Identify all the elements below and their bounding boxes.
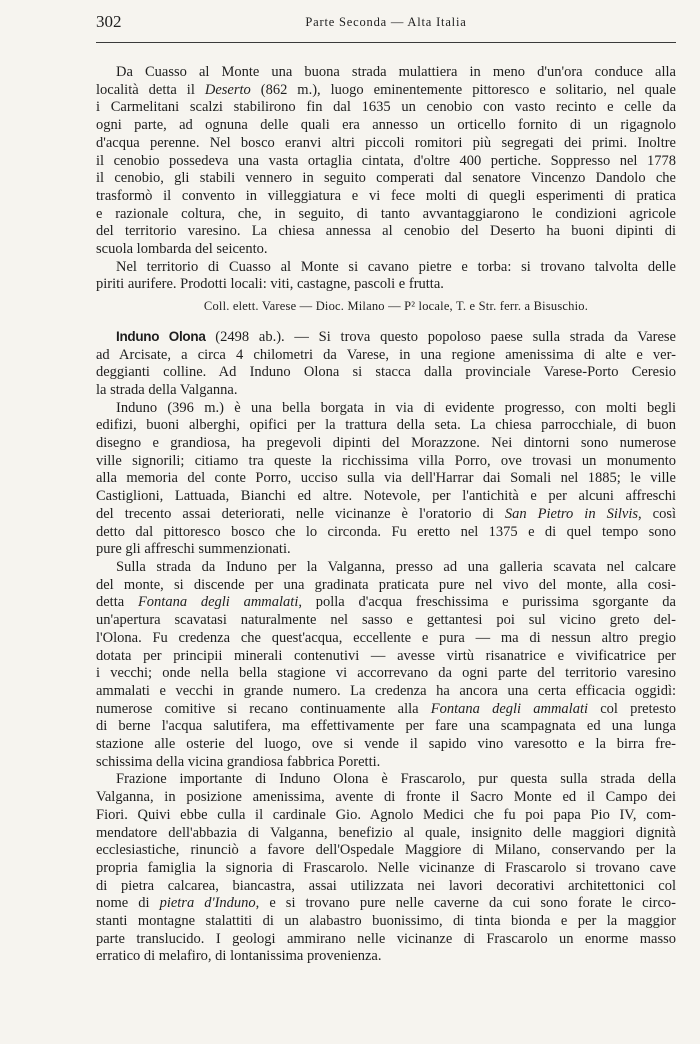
text-line: Castiglioni, Lattuada, Bianchi ed altre. Notevole, per l'antichità e per alcuni affreschi — [96, 488, 676, 505]
text-line: i Carmelitani scalzi stabilirono fin dal 1635 un cenobio con vasto recinto e celle da — [96, 99, 676, 116]
paragraph-cuasso-deserto — [96, 64, 676, 259]
line-segment: (2498 ab.). — Si trova questo popoloso paese sulla strada da Varese — [205, 328, 676, 345]
text-line: ad Arcisate, a circa 4 chilometri da Varese, in una regione amenissima di alte e ver- — [96, 346, 676, 363]
administrative-note: Coll. elett. Varese — Dioc. Milano — P² locale, T. e Str. ferr. a Bisuschio. — [203, 299, 589, 314]
text-line: ecclesiastiche, rinunciò a favore dell'Ospedale Maggiore di Milano, conservando per la — [96, 842, 676, 859]
page-number: 302 — [96, 12, 122, 31]
line-segment: numerose comitive si recano continuamente alla — [96, 700, 431, 717]
text-line: edifizi, buoni alberghi, opifici per la trattura della seta. La chiesa parrocchiale, di buon — [96, 417, 676, 434]
line-segment: del trecento assai deteriorati, nelle vicinanze è l'oratorio di — [96, 505, 505, 522]
text-line: Frazione importante di Induno Olona è Frascarolo, pur questa sulla strada della — [116, 771, 676, 788]
header-rule — [96, 42, 676, 43]
text-line: Valganna, in posizione amenissima, avente di fronte il Sacro Monte ed il Campo dei — [96, 789, 676, 806]
text-line: Da Cuasso al Monte una buona strada mulattiera in meno d'un'ora conduce alla — [116, 64, 676, 80]
line-segment: , polla d'acqua freschissima e purissima sgorgante da — [298, 594, 676, 611]
text-line: deggianti colline. Ad Induno Olona si stacca dalla provinciale Varese-Porto Ceresio — [96, 364, 676, 381]
italic-term: San Pietro in Silvis — [504, 505, 638, 522]
italic-term: Deserto — [204, 81, 251, 98]
paragraph-fontana-ammalati — [96, 559, 676, 771]
paragraph-induno-borgata — [96, 400, 676, 559]
text-line: piriti aurifere. Prodotti locali: viti, castagne, pascoli e frutta. — [96, 276, 444, 293]
text-line: di berne l'acqua salutifera, ma effettivamente per fare una scampagnata ed una lunga — [96, 718, 676, 735]
text-line: stanti montagne stalattiti di un alabastro buonissimo, di tinta bionda e per la maggior — [96, 913, 676, 930]
text-line: dotata per principii minerali contenutivi — avesse virtù risanatrice e vivificatrice per — [96, 647, 676, 664]
text-line: Induno (396 m.) è una bella borgata in via di evidente progresso, con molti begli — [116, 399, 676, 416]
line-segment: detta — [96, 594, 138, 611]
text-line: scuola lombarda del seicento. — [96, 241, 268, 258]
text-line: alla memoria del conte Porro, ucciso sulla via dell'Harrar dai Somali nel 1885; le ville — [96, 470, 676, 487]
running-head: Parte Seconda — Alta Italia — [305, 15, 467, 29]
text-line: mendatore dell'abbazia di Valganna, benefizio al quale, insignito delle maggiori dignità — [96, 824, 676, 841]
text-line — [96, 594, 676, 612]
text-line: parte translucido. I geologi ammirano nelle vicinanze di Frascarolo un enorme masso — [96, 930, 676, 947]
text-line: il cenobio possedeva una vasta ortaglia cintata, d'oltre 400 pertiche. Soppresso nel 1778 — [96, 152, 676, 169]
italic-term: pietra d'Induno — [159, 895, 256, 912]
italic-term: Fontana degli ammalati — [430, 700, 589, 717]
text-line: propria famiglia la signoria di Frascarolo. Nelle vicinanze di Frascarolo si trovano cave — [96, 859, 676, 876]
line-segment: , e si trovano pure nelle caverne da cui sono forate le circo- — [255, 895, 676, 912]
text-line: pure gli affreschi summenzionati. — [96, 541, 291, 558]
text-line: e razionale coltura, che, in seguito, di tanto avvantaggiarono le condizioni agricole — [96, 205, 676, 222]
text-line: Sulla strada da Induno per la Valganna, presso ad una galleria scavata nel calcare — [116, 558, 676, 575]
paragraph-induno-olona — [96, 328, 676, 400]
text-line: d'acqua perenne. Nel bosco eranvi altri piccoli romitori più segregati dei primi. Inoltre — [96, 134, 676, 151]
text-line: un'apertura scavatasi naturalmente nel sasso e gettantesi poi sul vicino greto del- — [96, 612, 676, 629]
text-line: erratico di melafiro, di lontanissima provenienza. — [96, 948, 382, 965]
line-segment: col pretesto — [588, 700, 676, 717]
page-body — [96, 64, 676, 966]
paragraph-cuasso-products — [96, 259, 676, 294]
text-line: trasformò il convento in villeggiatura e vi fece molti di quegli esperimenti di pratica — [96, 187, 676, 204]
italic-term: Fontana degli ammalati — [137, 594, 299, 611]
line-segment: , così — [638, 505, 676, 522]
text-line — [96, 895, 676, 913]
text-line — [96, 328, 676, 347]
entry-heading: Induno Olona — [116, 328, 206, 344]
text-line: l'Olona. Fu credenza che quest'acqua, eccellente e pura — ma di nessun altro pregio — [96, 629, 676, 646]
text-line: del monte, si discende per una gradinata praticata pure nel vivo del monte, alla cosi- — [96, 576, 676, 593]
text-line: schissima della vicina grandiosa fabbrica Poretti. — [96, 753, 381, 770]
text-line: del territorio varesino. La chiesa annessa al cenobio del Deserto ha buoni dipinti di — [96, 223, 676, 240]
text-line: stazione alle osterie del luogo, ove si vende il sapido vino varesotto e la birra fre- — [96, 736, 676, 753]
text-line: ammalati e vecchi in grande numero. La credenza ha ancora una certa efficacia oggidì: — [96, 682, 676, 699]
text-line: Nel territorio di Cuasso al Monte si cavano pietre e torba: si trovano talvolta delle — [116, 258, 676, 275]
text-line: ville signorili; citiamo tra queste la ricchissima villa Porro, ove trovasi un monumento — [96, 452, 676, 469]
text-line — [96, 506, 676, 524]
text-line: i vecchi; onde nella bella stagione vi accorrevano da ogni parte del territorio varesino — [96, 665, 676, 682]
line-segment: (862 m.), luogo eminentemente pittoresco e solitario, nel quale — [250, 81, 676, 98]
text-line: di pietra calcarea, biancastra, assai utilizzata nei lavori decorativi architettonici col — [96, 877, 676, 894]
line-segment: località detta il — [96, 81, 205, 98]
line-segment: nome di — [96, 895, 160, 912]
paragraph-frascarolo — [96, 771, 676, 966]
text-line — [96, 701, 676, 719]
text-line: la strada della Valganna. — [96, 381, 238, 398]
text-line: il cenobio, gli stabili vennero in seguito comperati dal senatore Vincenzo Dandolo che — [96, 170, 676, 187]
text-line: disegno e grandiosa, ha pregevoli dipinti del Morazzone. Nei dintorni sono numerose — [96, 435, 676, 452]
text-line — [96, 82, 676, 100]
text-line: ogni parte, ad ognuna delle quali era annesso un orticello fornito di un rigagnolo — [96, 117, 676, 134]
text-line: Fiori. Quivi ebbe culla il cardinale Gio. Agnolo Medici che fu poi papa Pio IV, com- — [96, 806, 676, 823]
text-line: detto dal pittoresco bosco che lo circonda. Fu eretto nel 1375 e di quel tempo sono — [96, 523, 676, 540]
